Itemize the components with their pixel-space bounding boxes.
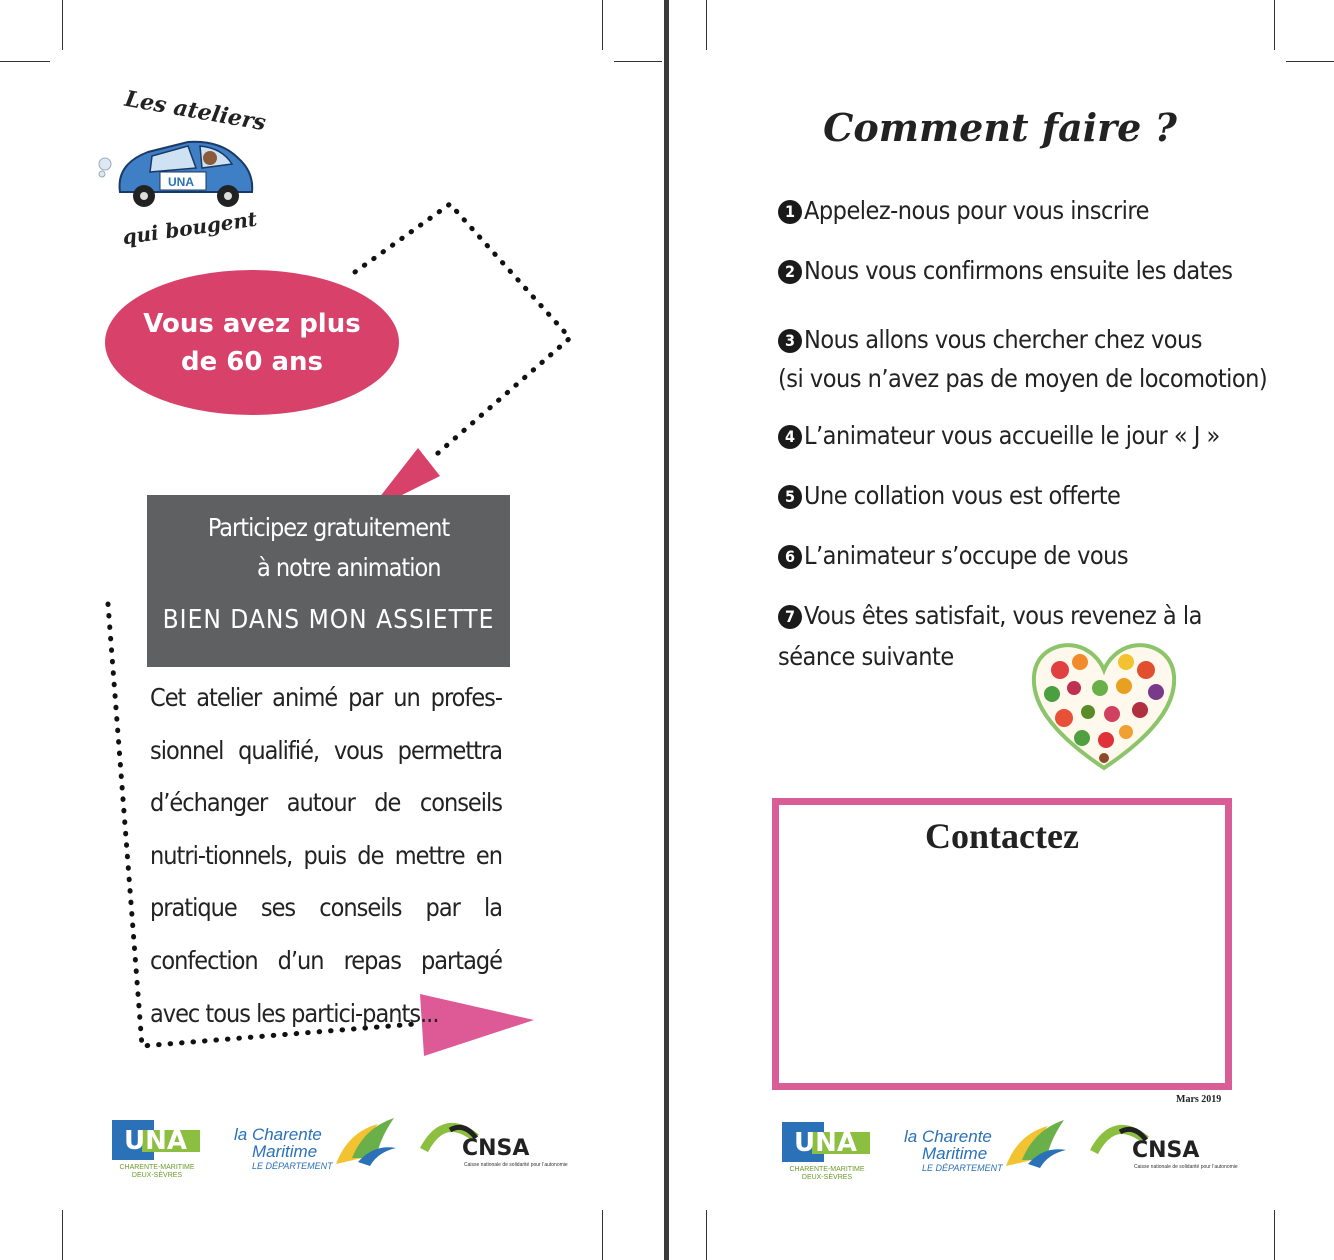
bird-icon [1004, 1120, 1068, 1174]
contact-box [772, 798, 1232, 1090]
contact-title: Contactez [925, 816, 1079, 856]
step-number: 3 [778, 329, 802, 353]
una-sub1: CHARENTE-MARITIME [789, 1166, 865, 1173]
crop-mark [1274, 1210, 1275, 1260]
step-number: 1 [778, 200, 802, 224]
fruit-heart-icon [1030, 640, 1178, 772]
charente-line1: la Charente [234, 1125, 322, 1144]
description-text: Cet atelier animé par un profes-sionnel qualifié, vous permettra d’échanger autour de conseils nutri-tionnels, puis de mettre en pratique ses conseils par la confection d’un repas partagé avec tous les partici-pants... [150, 683, 502, 1028]
step-text: Nous allons vous chercher chez vous [804, 325, 1202, 354]
una-logo [112, 1120, 202, 1186]
page-title: Comment faire ? [823, 105, 1177, 150]
invite-line1: Participez gratuitement [207, 513, 450, 542]
crop-mark [706, 0, 707, 50]
step-text: L’animateur vous accueille le jour « J » [804, 421, 1220, 450]
logo-line1: Les ateliers [122, 85, 268, 137]
bird-icon [334, 1118, 398, 1172]
charente-line3: LE DÉPARTEMENT [922, 1163, 1003, 1173]
step-text: Une collation vous est offerte [804, 481, 1121, 510]
una-sub2: DEUX-SÈVRES [801, 1174, 853, 1181]
cnsa-sub: Caisse nationale de solidarité pour l’autonomie [1134, 1164, 1238, 1170]
crop-mark [1274, 0, 1275, 50]
step-7 [778, 601, 1202, 630]
una-sub2: DEUX-SÈVRES [131, 1172, 183, 1179]
crop-mark [706, 1210, 707, 1260]
step-3-continued: (si vous n’avez pas de moyen de locomotion) [778, 364, 1268, 393]
crop-mark [602, 1210, 603, 1260]
atelier-description [150, 672, 502, 1040]
step-3 [778, 325, 1202, 354]
una-sub1: CHARENTE-MARITIME [119, 1164, 195, 1171]
age-bubble [105, 270, 399, 415]
cnsa-name: CNSA [1132, 1138, 1200, 1163]
crop-mark [62, 1210, 63, 1260]
step-1 [778, 196, 1149, 225]
crop-mark [1286, 61, 1334, 62]
charente-line1: la Charente [904, 1127, 992, 1146]
logo-line2: qui bougent [120, 206, 259, 250]
cnsa-logo [1090, 1120, 1240, 1170]
una-name: UNA [794, 1128, 857, 1158]
step-2 [778, 256, 1233, 285]
step-number: 5 [778, 485, 802, 509]
cnsa-name: CNSA [462, 1136, 530, 1161]
charente-logo [904, 1126, 1070, 1176]
age-bubble-text: Vous avez plus de 60 ans [143, 308, 361, 377]
cnsa-sub: Caisse nationale de solidarité pour l’autonomie [464, 1162, 568, 1168]
edition-date: Mars 2019 [1176, 1094, 1222, 1105]
step-text: Nous vous confirmons ensuite les dates [804, 256, 1233, 285]
step-number: 4 [778, 425, 802, 449]
step-text: L’animateur s’occupe de vous [804, 541, 1129, 570]
invite-box [147, 495, 510, 667]
charente-line2: Maritime [252, 1142, 318, 1161]
una-name: UNA [124, 1126, 187, 1156]
car-badge: UNA [168, 175, 194, 189]
fold-line [664, 0, 669, 1260]
step-text: Appelez-nous pour vous inscrire [804, 196, 1149, 225]
cnsa-logo [420, 1118, 570, 1168]
step-number: 6 [778, 545, 802, 569]
invite-line3: BIEN DANS MON ASSIETTE [162, 605, 495, 635]
step-number: 2 [778, 260, 802, 284]
step-4 [778, 421, 1220, 450]
step-7-continued: séance suivante [778, 642, 954, 671]
step-6 [778, 541, 1128, 570]
una-region [782, 1166, 872, 1182]
charente-line2: Maritime [922, 1144, 988, 1163]
invite-line2: à notre animation [257, 553, 441, 582]
charente-logo [234, 1124, 400, 1174]
una-region [112, 1164, 202, 1180]
step-text: Vous êtes satisfait, vous revenez à la [804, 601, 1202, 630]
una-logo [782, 1122, 872, 1188]
step-5 [778, 481, 1120, 510]
charente-line3: LE DÉPARTEMENT [252, 1161, 333, 1171]
step-number: 7 [778, 605, 802, 629]
